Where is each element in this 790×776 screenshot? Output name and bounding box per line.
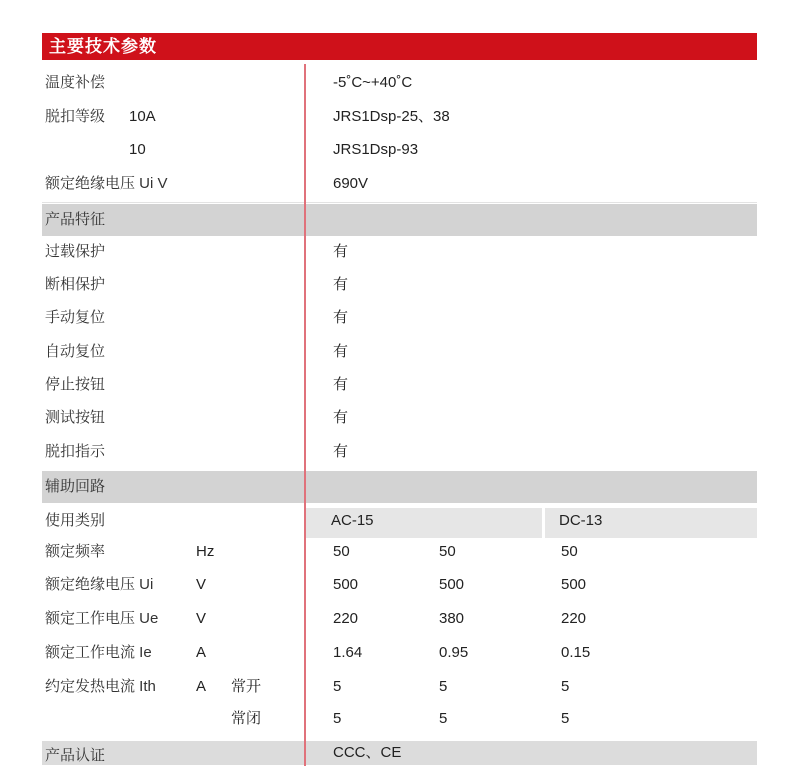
value: 690V: [333, 175, 369, 192]
label: 使用类别: [45, 512, 106, 529]
label: 断相保护: [45, 276, 106, 293]
value-dc: 0.15: [561, 644, 591, 661]
label: 脱扣等级: [45, 108, 106, 125]
row-insulation: [42, 168, 757, 200]
value-dc: 50: [561, 543, 578, 560]
label: 停止按钮: [45, 376, 106, 393]
value-ac-2: 500: [439, 576, 465, 593]
unit: Hz: [196, 543, 215, 560]
value-ac-1: 50: [333, 543, 350, 560]
value-dc: 5: [561, 678, 570, 695]
label: 额定工作电流 Ie: [45, 644, 152, 661]
value-ac-1: 1.64: [333, 644, 363, 661]
value: CCC、CE: [333, 744, 402, 761]
aux-row: [42, 703, 757, 735]
value-ac-1: 500: [333, 576, 359, 593]
section-title-bar: 主要技术参数: [42, 33, 757, 60]
value: JRS1Dsp-93: [333, 141, 419, 158]
feature-row: [42, 236, 757, 268]
row-temp-comp: [42, 67, 757, 99]
aux-row: [42, 569, 757, 601]
value-ac-1: 5: [333, 710, 342, 727]
label: 温度补偿: [45, 74, 106, 91]
contact-type: 常开: [231, 678, 262, 695]
feature-row: [42, 269, 757, 301]
value-ac-2: 0.95: [439, 644, 469, 661]
dc-category: DC-13: [559, 512, 603, 529]
value-ac-1: 220: [333, 610, 359, 627]
label: 额定绝缘电压 Ui V: [45, 175, 168, 192]
value: 有: [333, 276, 349, 293]
label: 额定频率: [45, 543, 106, 560]
row-trip-class-10: [42, 134, 757, 166]
section-features: [42, 204, 757, 236]
aux-row: [42, 536, 757, 568]
label: 额定绝缘电压 Ui: [45, 576, 154, 593]
trip-class: 10: [129, 141, 146, 158]
divider: [42, 202, 757, 203]
value-dc: 5: [561, 710, 570, 727]
value: 有: [333, 343, 349, 360]
value-ac-2: 5: [439, 710, 448, 727]
aux-row: [42, 603, 757, 635]
value: JRS1Dsp-25、38: [333, 108, 450, 125]
value: 有: [333, 443, 349, 460]
label: 自动复位: [45, 343, 106, 360]
value: -5˚C~+40˚C: [333, 74, 413, 91]
section-title: 产品特征: [45, 211, 106, 228]
feature-row: [42, 336, 757, 368]
label: 手动复位: [45, 309, 106, 326]
unit: V: [196, 576, 207, 593]
value-ac-1: 5: [333, 678, 342, 695]
feature-row: [42, 369, 757, 401]
feature-row: [42, 436, 757, 468]
row-category: [42, 505, 757, 537]
column-divider: [304, 64, 306, 766]
value: 有: [333, 376, 349, 393]
unit: A: [196, 678, 207, 695]
contact-type: 常闭: [231, 710, 262, 727]
value: 有: [333, 243, 349, 260]
section-aux: [42, 471, 757, 503]
aux-row: [42, 637, 757, 669]
value: 有: [333, 409, 349, 426]
label: 额定工作电压 Ue: [45, 610, 159, 627]
feature-row: [42, 302, 757, 334]
unit: V: [196, 610, 207, 627]
value-ac-2: 5: [439, 678, 448, 695]
value: 有: [333, 309, 349, 326]
value-dc: 500: [561, 576, 587, 593]
value-ac-2: 380: [439, 610, 465, 627]
label: 过载保护: [45, 243, 106, 260]
value-ac-2: 50: [439, 543, 456, 560]
feature-row: [42, 402, 757, 434]
row-trip-class-10a: [42, 101, 757, 133]
label: 测试按钮: [45, 409, 106, 426]
label: 产品认证: [45, 747, 106, 764]
section-title: 辅助回路: [45, 478, 106, 495]
trip-class: 10A: [129, 108, 156, 125]
ac-category: AC-15: [331, 512, 374, 529]
row-certification: [42, 741, 757, 765]
label: 脱扣指示: [45, 443, 106, 460]
value-dc: 220: [561, 610, 587, 627]
aux-row: [42, 671, 757, 703]
unit: A: [196, 644, 207, 661]
label: 约定发热电流 Ith: [45, 678, 156, 695]
